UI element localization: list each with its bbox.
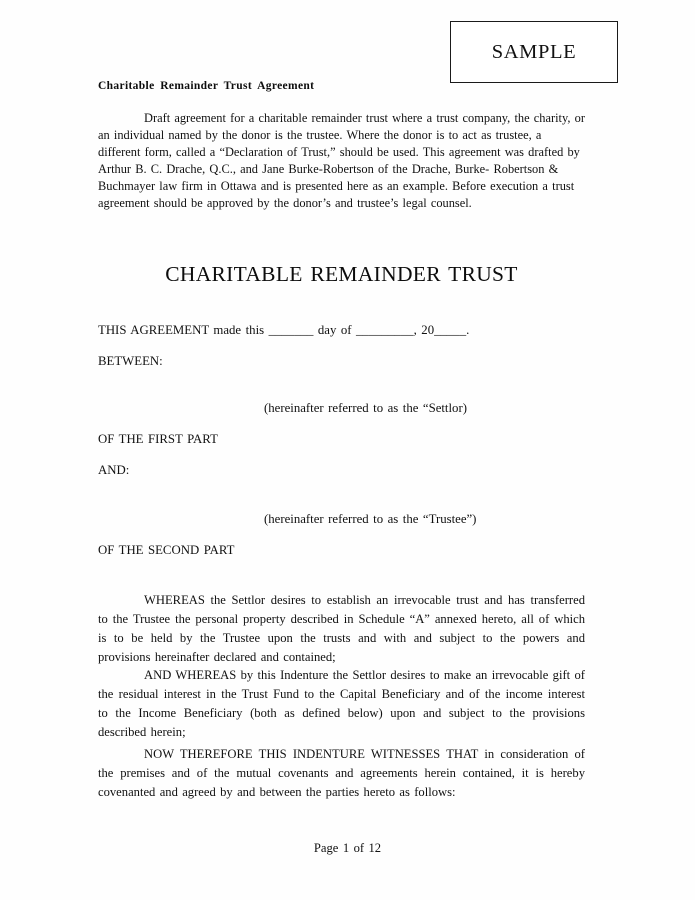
and-label: AND:: [98, 463, 130, 477]
recital-and-whereas: [98, 666, 585, 742]
between-label: BETWEEN:: [98, 354, 163, 368]
document-subtitle: Charitable Remainder Trust Agreement: [98, 80, 315, 92]
agreement-date-line: THIS AGREEMENT made this _______ day of _________, 20_____.: [98, 323, 470, 337]
introduction-text: Draft agreement for a charitable remainder trust where a trust company, the charity, or an individual named by the donor is the trustee. Where the donor is to act as trustee, a different form, called a “Declaration of Trust,” should be used. This agreement was drafted by Arthur B. C. Drache, Q.C., and Jane Burke-Robertson of the Drache, Burke- Robertson & Buchmayer law firm in Ottawa and is presented here as an example. Before execution a trust agreement should be approved by the donor’s and trustee’s legal counsel.: [98, 111, 586, 211]
recital-whereas-text: WHEREAS the Settlor desires to establish an irrevocable trust and has transferred to the Trustee the personal property described in Schedule “A” annexed hereto, all of which is to be held by the Trustee upon the trusts and with and subject to the powers and provisions hereinafter declared and contained;: [98, 593, 585, 665]
page-title: CHARITABLE REMAINDER TRUST: [165, 262, 518, 286]
recital-and-whereas-text: AND WHEREAS by this Indenture the Settlor desires to make an irrevocable gift of the residual interest in the Trust Fund to the Capital Beneficiary and of the income interest to the Income Beneficiary (both as defined below) upon and subject to the provisions described herein;: [98, 668, 586, 740]
recital-whereas: [98, 591, 585, 667]
first-part-label: OF THE FIRST PART: [98, 432, 218, 446]
recital-now-therefore: [98, 745, 585, 802]
sample-stamp-label: SAMPLE: [491, 40, 577, 63]
trustee-descriptor: (hereinafter referred to as the “Trustee”): [264, 512, 477, 526]
sample-stamp-box: [450, 21, 618, 83]
recital-now-therefore-text: NOW THEREFORE THIS INDENTURE WITNESSES THAT in consideration of the premises and of the mutual covenants and agreements herein contained, it is hereby covenanted and agreed by and between the parties hereto as follows:: [98, 747, 585, 800]
second-part-label: OF THE SECOND PART: [98, 543, 235, 557]
page-footer: Page 1 of 12: [313, 841, 382, 855]
settlor-descriptor: (hereinafter referred to as the “Settlor): [264, 401, 467, 415]
introduction-paragraph: [98, 110, 585, 213]
